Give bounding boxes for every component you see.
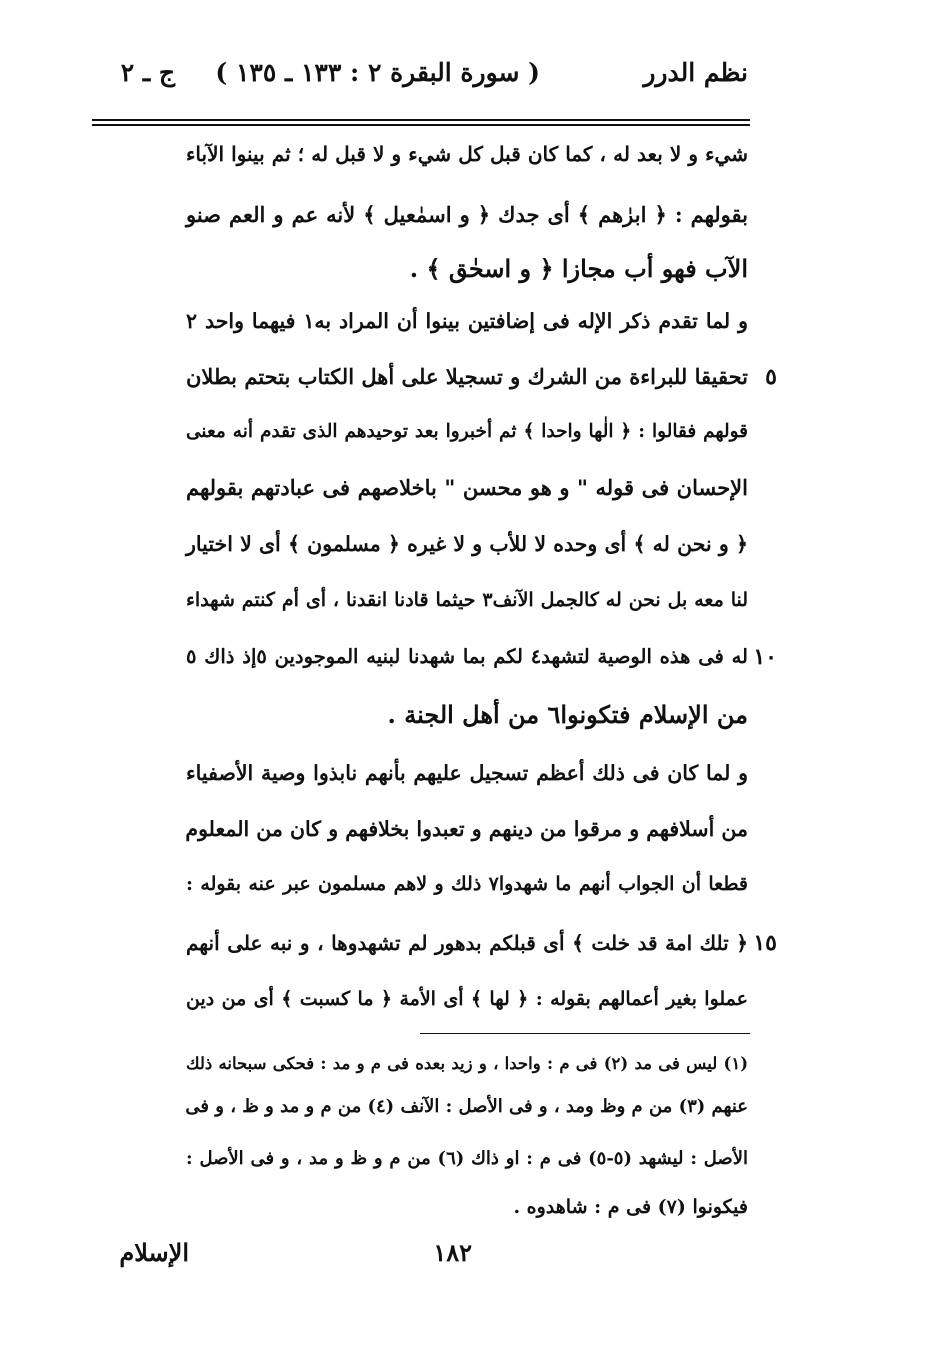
header-rule-double — [92, 124, 750, 126]
body-line: ﴿ تلك امة قد خلت ﴾ أى قبلكم بدهور لم تشهدوها ، و نبه على أنهم — [186, 931, 749, 955]
header-rule — [92, 119, 750, 121]
body-line: و لما تقدم ذكر الإله فى إضافتين بينوا أن المراد به١ فيهما واحد ٢ — [186, 309, 748, 333]
body-line: قطعا أن الجواب أنهم ما شهدوا٧ ذلك و لاهم مسلمون عبر عنه بقوله : — [186, 873, 748, 895]
body-line: ﴿ و نحن له ﴾ أى وحده لا للأب و لا غيره ﴿ مسلمون ﴾ أى لا اختيار — [186, 532, 748, 556]
surah-reference: ( سورة البقرة ٢ : ١٣٣ ـ ١٣٥ ) — [215, 58, 540, 87]
footnote-line: (١) ليس فى مد (٢) فى م : واحدا ، و زيد بعده فى م و مد : فحكى سبحانه ذلك — [186, 1054, 748, 1073]
footnote-line: الأصل : ليشهد (٥-٥) فى م : او ذاك (٦) من م و ظ و مد ، و فى الأصل : — [186, 1148, 748, 1169]
body-line: له فى هذه الوصية لتشهد٤ لكم بما شهدنا لبنيه الموجودين ٥إذ ذاك ٥ — [186, 645, 748, 668]
running-title: نظم الدرر — [643, 58, 748, 87]
body-line: و لما كان فى ذلك أعظم تسجيل عليهم بأنهم نابذوا وصية الأصفياء — [186, 761, 748, 785]
body-line: من أسلافهم و مرقوا من دينهم و تعبدوا بخلافهم و كان من المعلوم — [185, 817, 748, 841]
line-number: ١٥ — [753, 930, 777, 956]
footnote-line: عنهم (٣) من م وظ ومد ، و فى الأصل : الآنف (٤) من م و مد و ظ ، و فى — [185, 1096, 748, 1117]
body-line: قولهم فقالوا : ﴿ الٰها واحدا ﴾ ثم أخبروا بعد توحيدهم الذى تقدم أنه معنى — [186, 421, 748, 442]
signature-mark: الإسلام — [119, 1238, 189, 1267]
line-number: ٥ — [765, 364, 777, 390]
body-line: من الإسلام فتكونوا٦ من أهل الجنة . — [387, 700, 748, 729]
body-line: الإحسان فى قوله " و هو محسن " باخلاصهم فى عبادتهم بقولهم — [186, 475, 748, 500]
volume-number: ج ـ ٢ — [120, 58, 175, 87]
body-line: شيء و لا بعد له ، كما كان قبل كل شيء و لا قبل له ؛ ثم بينوا الآباء — [186, 142, 748, 166]
body-line: عملوا بغير أعمالهم بقوله : ﴿ لها ﴾ أى الأمة ﴿ ما كسبت ﴾ أى من دين — [186, 988, 748, 1010]
footnote-rule — [420, 1033, 750, 1034]
body-line: الآب فهو أب مجازا ﴿ و اسحٰق ﴾ . — [409, 254, 748, 283]
body-line: بقولهم : ﴿ ابرٰهم ﴾ أى جدك ﴿ و اسمٰعيل ﴾ لأنه عم و العم صنو — [186, 202, 748, 227]
line-number: ١٠ — [753, 644, 777, 670]
footnote-line: فيكونوا (٧) فى م : شاهدوه . — [513, 1196, 748, 1218]
body-line: تحقيقا للبراءة من الشرك و تسجيلا على أهل الكتاب بتحتم بطلان — [186, 364, 748, 389]
body-line: لنا معه بل نحن له كالجمل الآنف٣ حيثما قادنا انقدنا ، أى أم كنتم شهداء — [186, 589, 749, 611]
page-number: ١٨٢ — [433, 1238, 472, 1267]
